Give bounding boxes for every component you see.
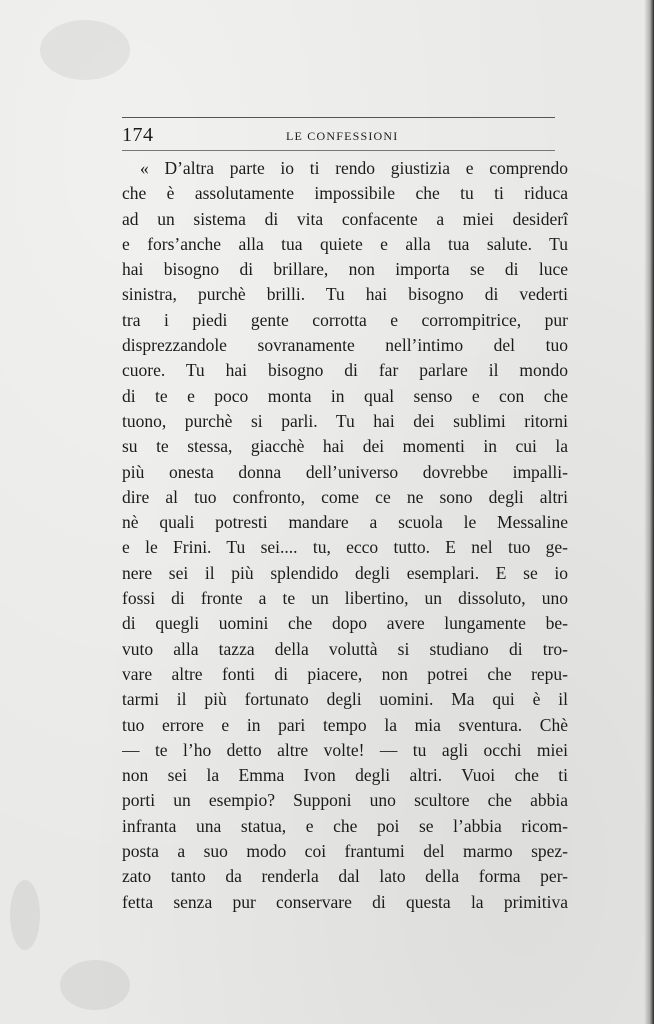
running-head: LE CONFESSIONI bbox=[286, 129, 399, 143]
text-line: « D’altra parte io ti rendo giustizia e comprendo bbox=[140, 158, 568, 178]
text-line: che è assolutamente impossibile che tu ti riduca bbox=[122, 183, 568, 204]
text-line: vare altre fonti di piacere, non potrei che repu- bbox=[122, 663, 568, 684]
text-line: tuono, purchè si parli. Tu hai dei sublimi ritorni bbox=[122, 410, 568, 431]
text-line: nere sei il più splendido degli esemplari. E se io bbox=[122, 562, 568, 583]
text-line: disprezzandole sovranamente nell’intimo del tuo bbox=[122, 335, 568, 356]
page-edge-shadow bbox=[644, 0, 654, 1024]
text-line: tra i piedi gente corrotta e corrompitrice, pur bbox=[122, 309, 568, 330]
text-line: sinistra, purchè brilli. Tu hai bisogno di vederti bbox=[122, 284, 568, 305]
header-rule-top bbox=[122, 117, 555, 118]
text-line: non sei la Emma Ivon degli altri. Vuoi che ti bbox=[122, 765, 568, 786]
text-line: fetta senza pur conservare di questa la primitiva bbox=[122, 891, 568, 912]
text-line: infranta una statua, e che poi se l’abbia ricom- bbox=[122, 815, 568, 836]
text-line: dire al tuo confronto, come ce ne sono degli altri bbox=[122, 486, 568, 507]
paper-stain bbox=[40, 20, 130, 80]
text-line: fossi di fronte a te un libertino, un dissoluto, uno bbox=[122, 588, 568, 609]
page-number: 174 bbox=[122, 124, 154, 146]
text-line: — te l’ho detto altre volte! — tu agli occhi miei bbox=[122, 739, 568, 760]
text-line: cuore. Tu hai bisogno di far parlare il mondo bbox=[122, 360, 568, 381]
paper-stain bbox=[60, 960, 130, 1010]
text-line: ad un sistema di vita confacente a miei desiderî bbox=[122, 208, 568, 229]
text-line: tuo errore e in pari tempo la mia sventura. Chè bbox=[122, 714, 568, 735]
text-line: su te stessa, giacchè hai dei momenti in cui la bbox=[122, 436, 568, 457]
text-line: zato tanto da renderla dal lato della forma per- bbox=[122, 866, 568, 887]
text-line: di te e poco monta in qual senso e con che bbox=[122, 385, 568, 406]
body-text bbox=[122, 156, 568, 915]
text-line: vuto alla tazza della voluttà si studiano di tro- bbox=[122, 638, 568, 659]
text-line: e fors’anche alla tua quiete e alla tua salute. Tu bbox=[122, 233, 568, 254]
page-header bbox=[122, 122, 567, 148]
text-line: posta a suo modo coi frantumi del marmo spez- bbox=[122, 841, 568, 862]
text-line: e le Frini. Tu sei.... tu, ecco tutto. E nel tuo ge- bbox=[122, 537, 568, 558]
text-line: porti un esempio? Supponi uno scultore che abbia bbox=[122, 790, 568, 811]
text-line: più onesta donna dell’universo dovrebbe impalli- bbox=[122, 461, 568, 482]
text-line: tarmi il più fortunato degli uomini. Ma qui è il bbox=[122, 689, 568, 710]
text-line: nè quali potresti mandare a scuola le Messaline bbox=[122, 512, 568, 533]
header-rule-bottom bbox=[122, 150, 555, 151]
paper-stain bbox=[10, 880, 40, 950]
text-line: di quegli uomini che dopo avere lungamente be- bbox=[122, 613, 568, 634]
text-line: hai bisogno di brillare, non importa se di luce bbox=[122, 259, 568, 280]
